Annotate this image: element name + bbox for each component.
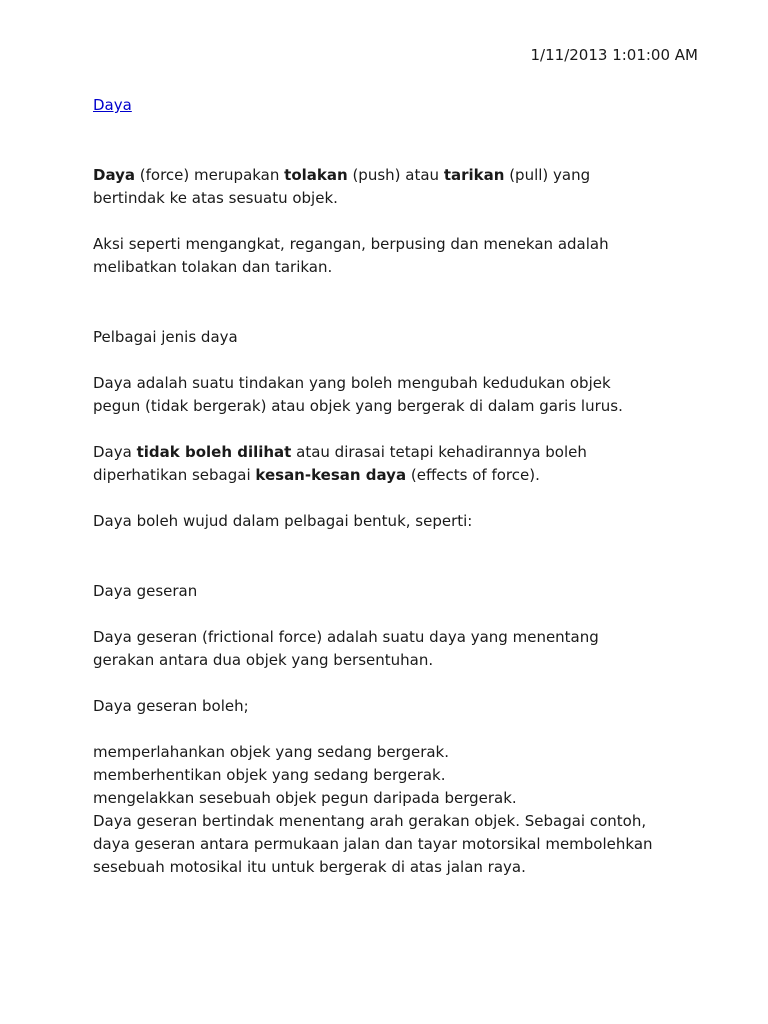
text-line: pegun (tidak bergerak) atau objek yang bergerak di dalam garis lurus. (93, 397, 623, 415)
list-item: memperlahankan objek yang sedang bergerak. (93, 743, 450, 761)
text-segment: (pull) yang (504, 166, 591, 184)
paragraph-actions (93, 233, 693, 279)
heading-types-of-force: Pelbagai jenis daya (93, 328, 238, 346)
heading-friction: Daya geseran (93, 582, 198, 600)
text-line: Daya adalah suatu tindakan yang boleh mengubah kedudukan objek (93, 374, 611, 392)
text-line: Daya geseran (frictional force) adalah suatu daya yang menentang (93, 628, 599, 646)
text-line: melibatkan tolakan dan tarikan. (93, 258, 333, 276)
text-segment: bertindak ke atas sesuatu objek. (93, 189, 338, 207)
document-body (93, 94, 693, 879)
term-tolakan: tolakan (284, 166, 348, 184)
text-segment: (force) merupakan (135, 166, 285, 184)
text-segment: (effects of force). (406, 466, 540, 484)
text-line: gerakan antara dua objek yang bersentuhan. (93, 651, 434, 669)
text-line: sesebuah motosikal itu untuk bergerak di atas jalan raya. (93, 858, 526, 876)
term-effects: kesan-kesan daya (255, 466, 407, 484)
paragraph-friction-definition (93, 626, 693, 672)
text-segment: atau dirasai tetapi kehadirannya boleh (291, 443, 587, 461)
paragraph-friction-can: Daya geseran boleh; (93, 697, 249, 715)
title-link[interactable]: Daya (93, 96, 132, 114)
term-daya: Daya (93, 166, 136, 184)
timestamp: 1/11/2013 1:01:00 AM (530, 46, 698, 64)
text-segment: Daya (93, 443, 137, 461)
term-invisible: tidak boleh dilihat (136, 443, 292, 461)
text-line: Aksi seperti mengangkat, regangan, berpusing dan menekan adalah (93, 235, 609, 253)
paragraph-force-action (93, 372, 693, 418)
list-item: mengelakkan sesebuah objek pegun daripada bergerak. (93, 789, 517, 807)
text-segment: (push) atau (347, 166, 444, 184)
paragraph-invisible-force (93, 441, 693, 487)
text-line: Daya geseran bertindak menentang arah gerakan objek. Sebagai contoh, (93, 812, 647, 830)
paragraph-forms: Daya boleh wujud dalam pelbagai bentuk, seperti: (93, 512, 473, 530)
friction-list (93, 741, 693, 879)
list-item: memberhentikan objek yang sedang bergerak. (93, 766, 446, 784)
term-tarikan: tarikan (443, 166, 505, 184)
title-paragraph (93, 94, 693, 117)
paragraph-definition (93, 164, 693, 210)
text-line: daya geseran antara permukaan jalan dan tayar motorsikal membolehkan (93, 835, 653, 853)
text-segment: diperhatikan sebagai (93, 466, 256, 484)
